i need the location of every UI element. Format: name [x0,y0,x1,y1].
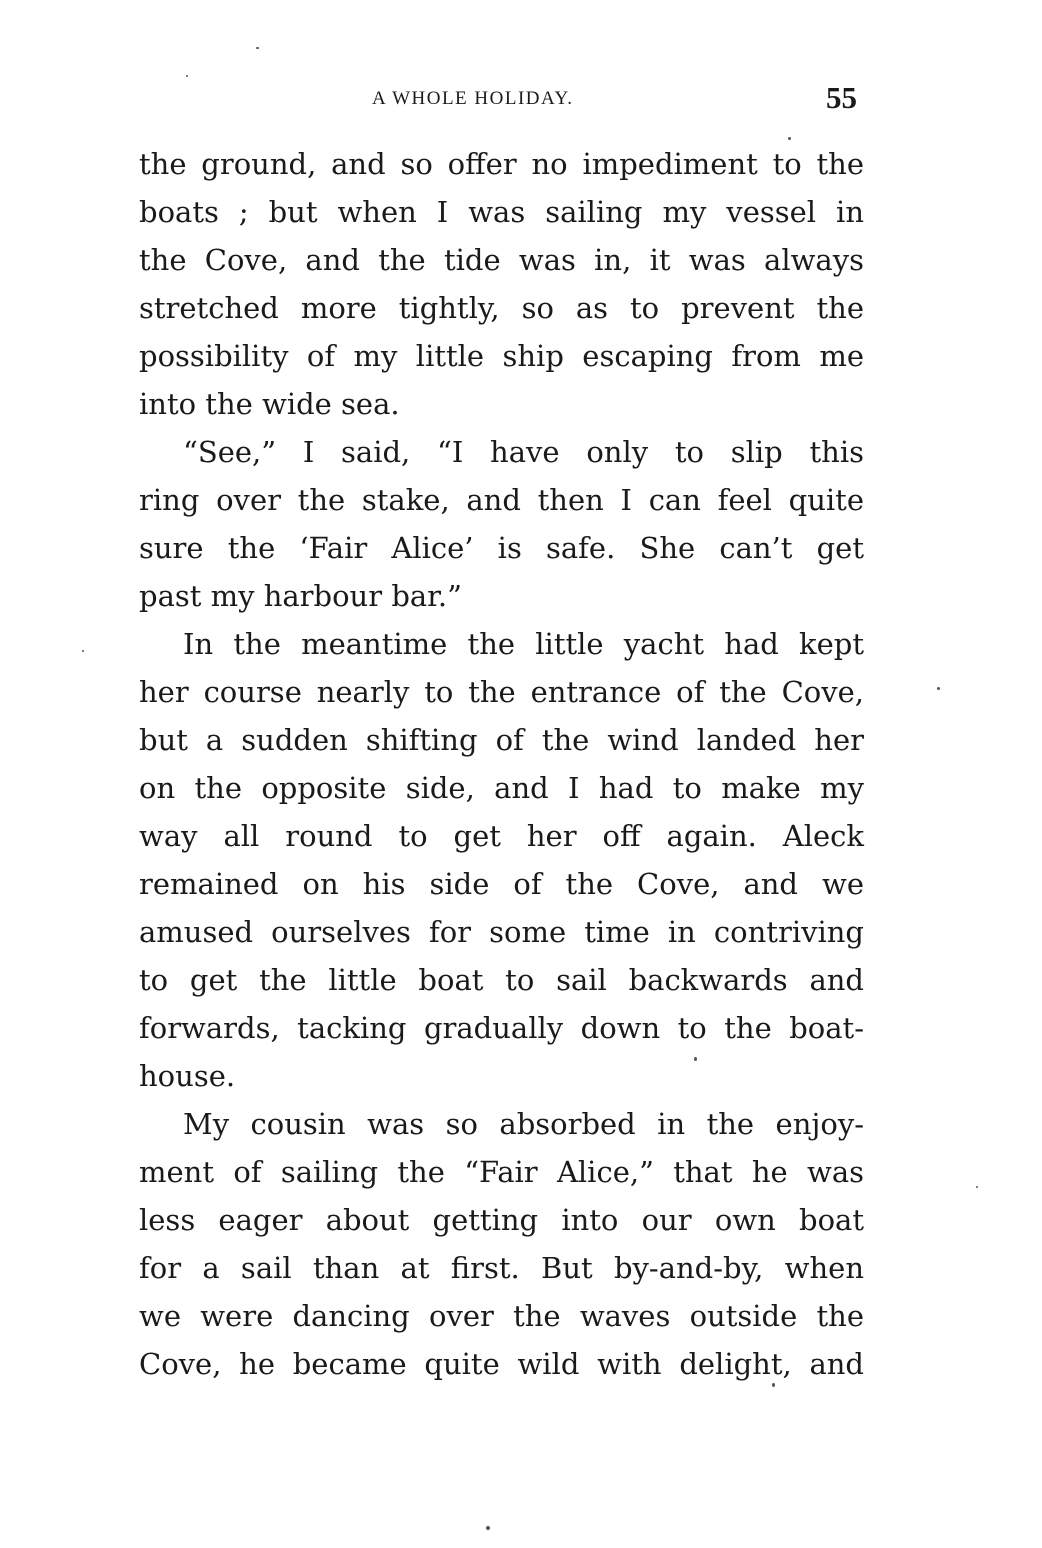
text-line: amused ourselves for some time in contriving [139,915,864,949]
scan-speck [788,137,791,140]
text-line: the ground, and so offer no impediment to the [139,147,864,181]
text-line: into the wide sea. [139,387,400,421]
text-line: for a sail than at first. But by-and-by, when [139,1251,864,1285]
scan-speck [976,1186,978,1188]
text-line: ment of sailing the “Fair Alice,” that he was [139,1155,864,1189]
text-line: forwards, tacking gradually down to the boat- [139,1011,864,1045]
text-line: the Cove, and the tide was in, it was always [139,243,864,277]
scan-speck [486,1526,490,1530]
text-line: way all round to get her off again. Aleck [139,819,864,853]
text-line: ring over the stake, and then I can feel quite [139,483,864,517]
scan-speck [256,47,259,49]
text-line: but a sudden shifting of the wind landed her [139,723,864,757]
text-line: we were dancing over the waves outside the [139,1299,864,1333]
page-number: 55 [826,80,857,115]
text-line: In the meantime the little yacht had kept [183,627,864,661]
scan-speck [82,650,84,652]
text-line: her course nearly to the entrance of the Cove, [139,675,864,709]
text-line: sure the ‘Fair Alice’ is safe. She can’t get [139,531,864,565]
text-line: to get the little boat to sail backwards and [139,963,864,997]
scan-speck [937,687,940,690]
text-line: house. [139,1059,236,1093]
text-line: boats ; but when I was sailing my vessel in [139,195,864,229]
scan-speck [694,1057,697,1061]
text-line: “See,” I said, “I have only to slip this [183,435,864,469]
text-line: stretched more tightly, so as to prevent the [139,291,864,325]
text-line: on the opposite side, and I had to make my [139,771,864,805]
running-title: A WHOLE HOLIDAY. [372,88,574,109]
text-line: possibility of my little ship escaping from me [139,339,864,373]
text-line: less eager about getting into our own boat [139,1203,864,1237]
body-text [139,140,864,1388]
text-line: Cove, he became quite wild with delight, and [139,1347,864,1381]
text-line: My cousin was so absorbed in the enjoy- [183,1107,864,1141]
text-line: past my harbour bar.” [139,579,462,613]
scan-speck [772,1383,775,1387]
text-line: remained on his side of the Cove, and we [139,867,864,901]
scan-speck [186,75,188,77]
